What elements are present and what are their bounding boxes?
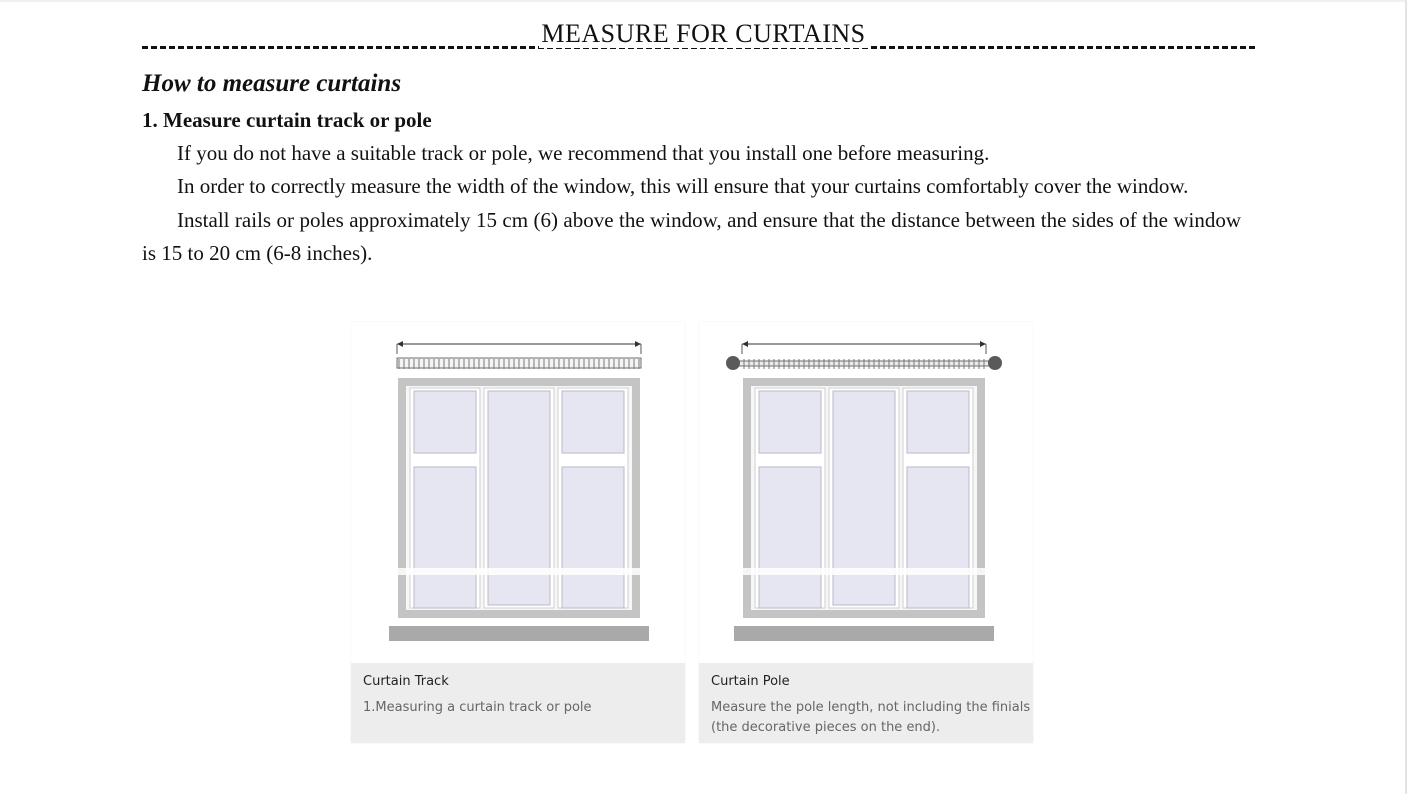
window-sill [389, 626, 649, 641]
figure-curtain-pole [699, 322, 1033, 743]
page-title-text: MEASURE FOR CURTAINS [541, 19, 866, 48]
window-sill [734, 626, 994, 641]
caption-title: Curtain Track [363, 674, 449, 689]
paragraph: In order to correctly measure the width of the window, this will ensure that your curtains comfortably cover the window. [177, 174, 1189, 199]
image-band [699, 568, 1033, 575]
window-pane [759, 467, 821, 608]
curtain-track-illustration [351, 322, 685, 663]
window-pane [414, 391, 476, 453]
caption-text: Measure the pole length, not including the finials (the decorative pieces on the end). [711, 700, 1031, 735]
arrowhead-right-icon [635, 341, 641, 347]
figure-caption [351, 663, 685, 743]
page-top-border [0, 0, 1407, 2]
arrowhead-right-icon [980, 341, 986, 347]
curtain-pole-illustration [699, 322, 1033, 663]
finial-left-icon [726, 356, 740, 370]
paragraph: Install rails or poles approximately 15 cm (6) above the window, and ensure that the distance between the sides of the window is 15 to 20 cm (6-8 inches). [142, 207, 1241, 266]
window-pane [907, 391, 969, 453]
window-pane [907, 467, 969, 608]
section-heading: How to measure curtains [142, 70, 402, 97]
finial-right-icon [988, 356, 1002, 370]
caption-title: Curtain Pole [711, 674, 790, 689]
figure-curtain-track [351, 322, 685, 743]
paragraph: If you do not have a suitable track or pole, we recommend that you install one before measuring. [177, 141, 990, 165]
image-band [351, 568, 685, 575]
window-pane [562, 467, 624, 608]
step-heading: 1. Measure curtain track or pole [142, 108, 432, 132]
caption-text: 1.Measuring a curtain track or pole [363, 700, 592, 715]
arrowhead-left-icon [742, 341, 748, 347]
window-pane [414, 467, 476, 608]
figure-caption [699, 663, 1033, 743]
window-pane [562, 391, 624, 453]
window-pane [759, 391, 821, 453]
instructions-body [142, 137, 1241, 271]
arrowhead-left-icon [397, 341, 403, 347]
page-title [0, 18, 1407, 50]
